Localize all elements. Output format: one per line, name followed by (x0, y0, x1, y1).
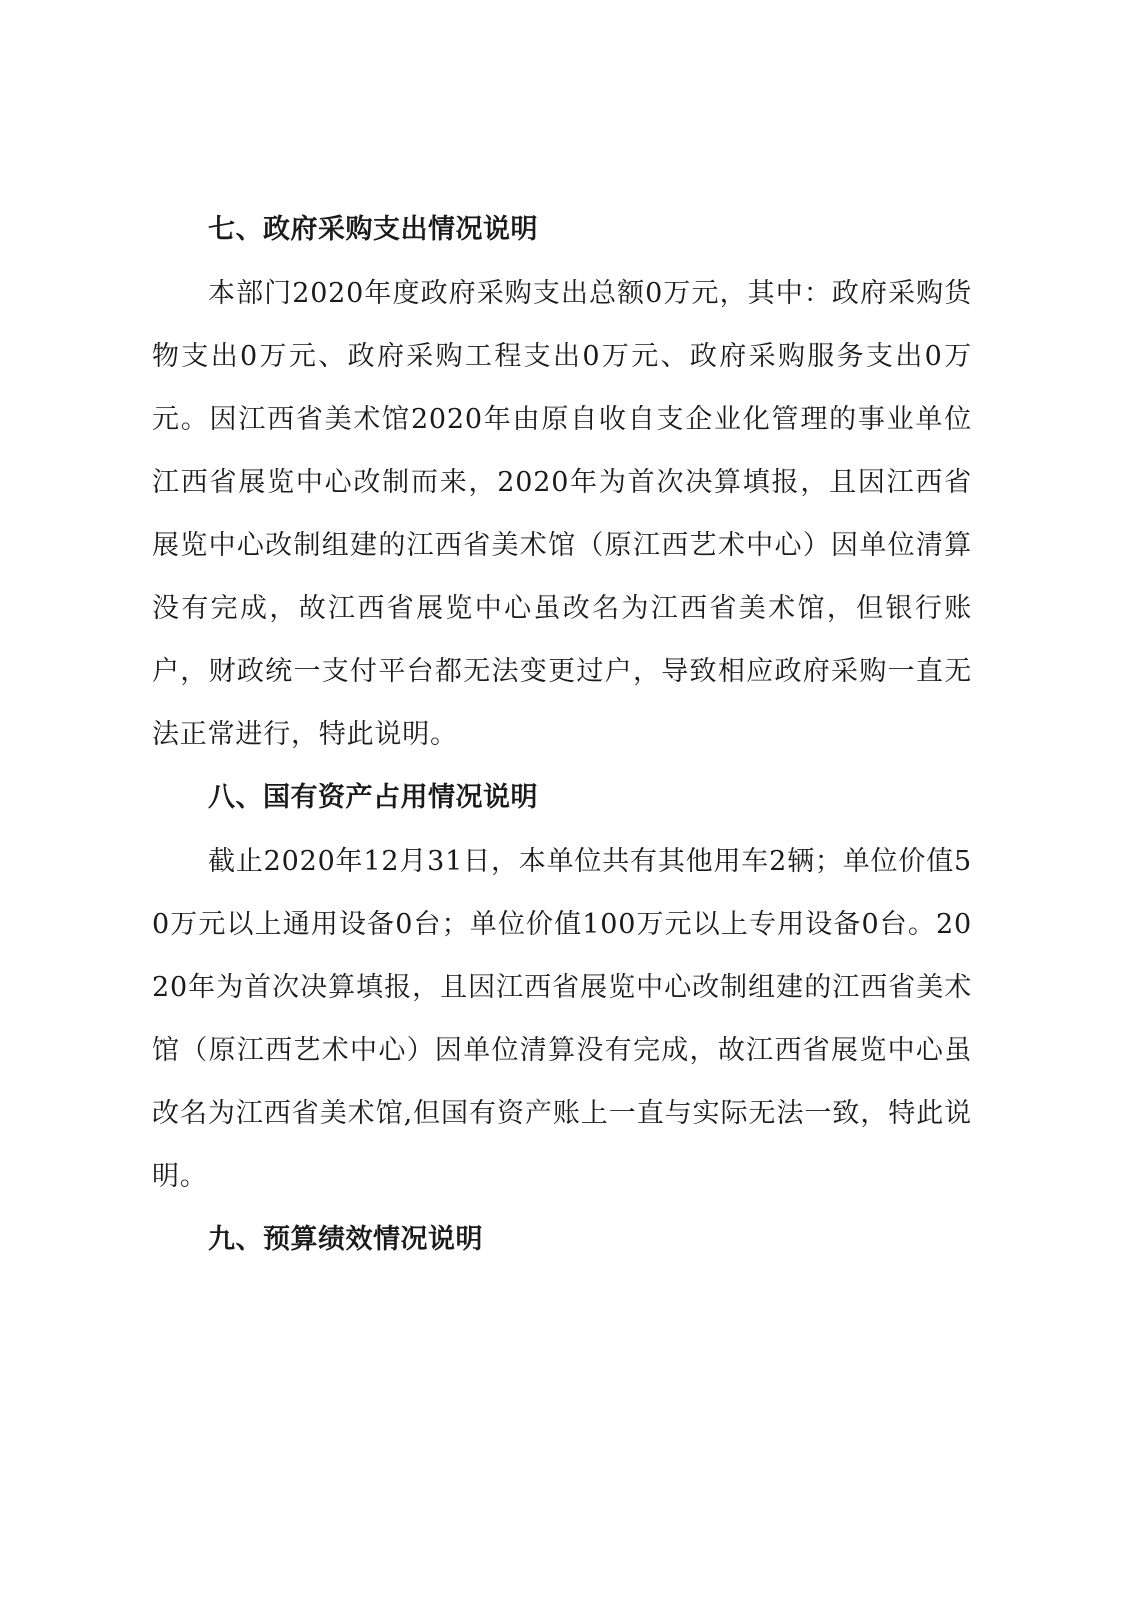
section-heading-state-assets: 八、国有资产占用情况说明 (208, 782, 538, 813)
section-paragraph-procurement: 本部门2020年度政府采购支出总额0万元，其中：政府采购货物支出0万元、政府采购工程支出0万元、政府采购服务支出0万元。因江西省美术馆2020年由原自收自支企业化管理的事业单位江西省展览中心改制而来，2020年为首次决算填报，且因江西省展览中心改制组建的江西省美术馆（原江西艺术中心）因单位清算没有完成，故江西省展览中心虽改名为江西省美术馆，但银行账户，财政统一支付平台都无法变更过户，导致相应政府采购一直无法正常进行，特此说明。 (152, 278, 972, 750)
document-body (152, 200, 972, 1272)
section-heading-procurement: 七、政府采购支出情况说明 (208, 214, 538, 245)
section-heading-budget-performance: 九、预算绩效情况说明 (208, 1224, 483, 1255)
section-paragraph-state-assets: 截止2020年12月31日，本单位共有其他用车2辆；单位价值50万元以上通用设备0台；单位价值100万元以上专用设备0台。2020年为首次决算填报，且因江西省展览中心改制组建的江西省美术馆（原江西艺术中心）因单位清算没有完成，故江西省展览中心虽改名为江西省美术馆,但国有资产账上一直与实际无法一致，特此说明。 (152, 846, 972, 1192)
